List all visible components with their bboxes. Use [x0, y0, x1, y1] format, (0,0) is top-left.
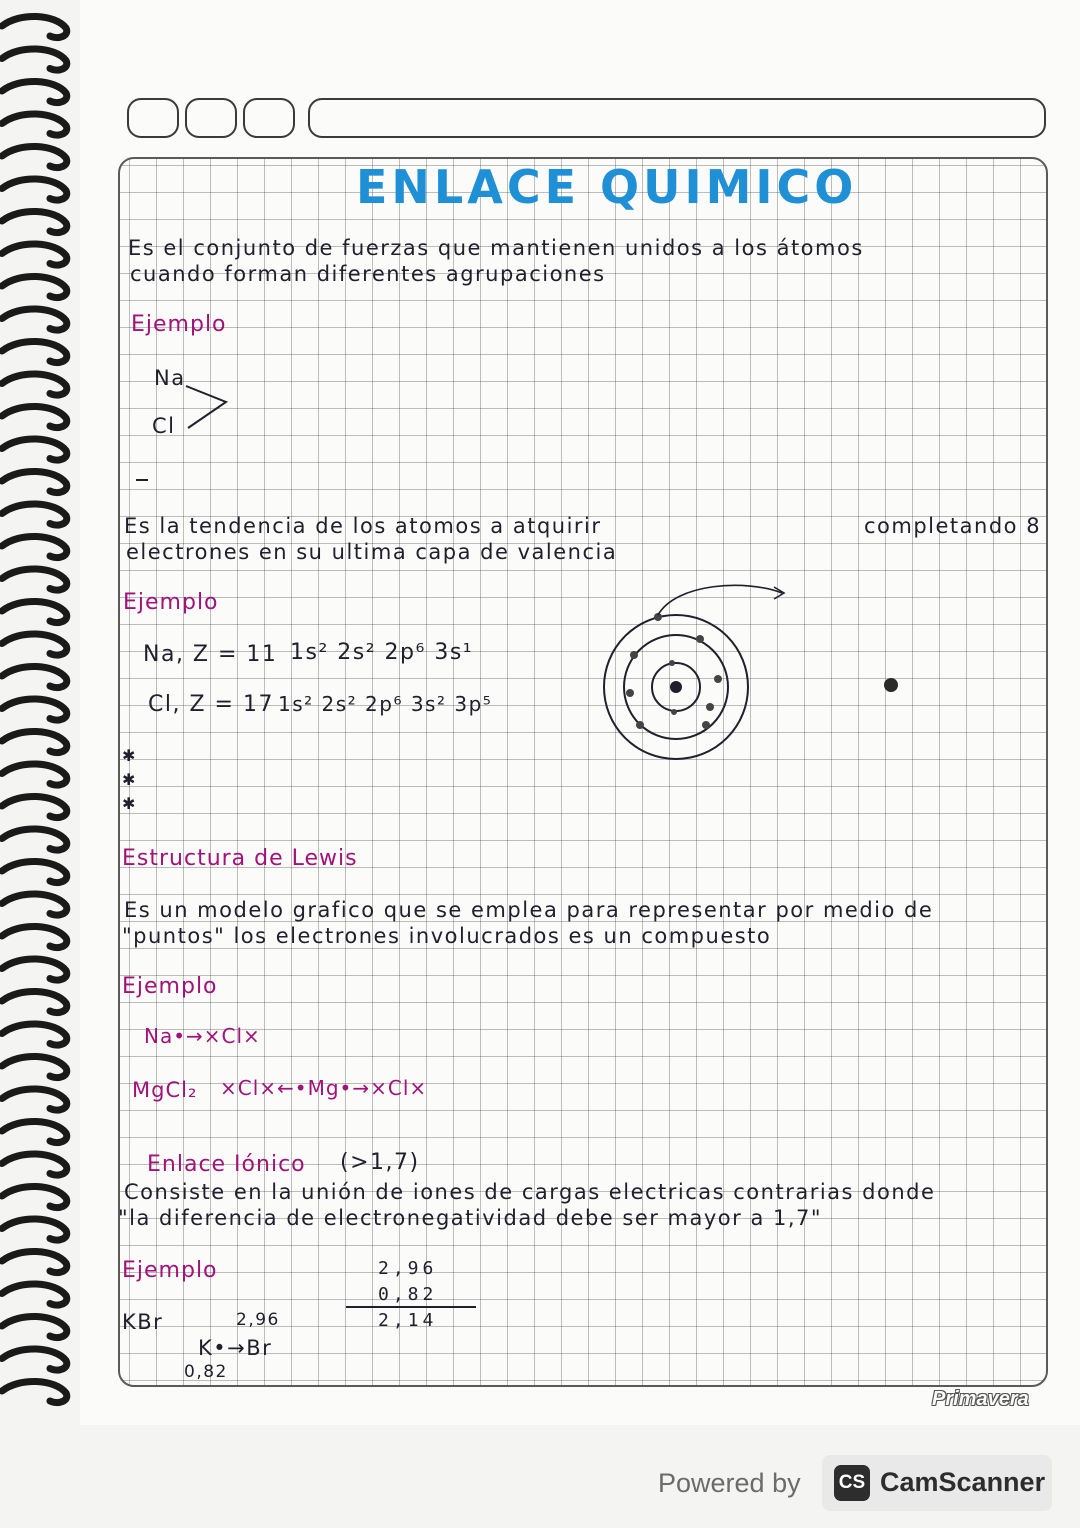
example-label-4: Ejemplo — [122, 1258, 218, 1283]
spiral-ring — [2, 764, 67, 785]
spiral-ring — [2, 504, 67, 525]
spiral-ring — [2, 1316, 67, 1337]
kbr-bottom-value: 0,82 — [184, 1362, 228, 1382]
spiral-ring — [2, 1219, 67, 1240]
spiral-ring — [2, 731, 67, 752]
spiral-ring — [2, 179, 67, 200]
spiral-ring — [2, 146, 67, 167]
spiral-ring — [2, 1121, 67, 1142]
calc-line — [346, 1306, 476, 1308]
lewis-example-1: Na•→×Cl× — [144, 1024, 261, 1048]
star-mark-1: ✱ — [122, 746, 137, 765]
kbr-label: KBr — [122, 1310, 164, 1334]
ionic-line-1: Consiste en la unión de iones de cargas electricas contrarias donde — [124, 1180, 936, 1204]
cl-symbol: Cl — [152, 414, 176, 438]
lewis-line-2: "puntos" los electrones involucrados es un compuesto — [122, 924, 772, 948]
na-symbol: Na — [154, 366, 186, 390]
short-dash — [136, 479, 148, 481]
spiral-ring — [2, 861, 67, 882]
spiral-ring — [2, 114, 67, 135]
spiral-ring — [2, 49, 67, 70]
spiral-ring — [2, 894, 67, 915]
spiral-ring — [2, 601, 67, 622]
spiral-ring — [2, 666, 67, 687]
notebook-brand: Primavera — [932, 1388, 1029, 1410]
kbr-top-value: 2,96 — [236, 1310, 280, 1330]
header-box-2 — [185, 98, 237, 138]
lewis-example-2: ×Cl×←•Mg•→×Cl× — [220, 1076, 428, 1100]
example-label-2: Ejemplo — [123, 590, 219, 615]
spiral-ring — [2, 406, 67, 427]
spiral-ring — [2, 1186, 67, 1207]
spiral-ring — [2, 1284, 67, 1305]
spiral-ring — [2, 211, 67, 232]
powered-by-text: Powered by — [658, 1468, 801, 1498]
lewis-example-2-label: MgCl₂ — [132, 1078, 198, 1102]
definition-line-1: Es el conjunto de fuerzas que mantienen unidos a los átomos — [128, 236, 864, 260]
spiral-ring — [2, 569, 67, 590]
config-na: 1s² 2s² 2p⁶ 3s¹ — [290, 640, 474, 665]
ionic-line-2: "la diferencia de electronegatividad debe ser mayor a 1,7" — [118, 1206, 823, 1230]
spiral-ring — [2, 439, 67, 460]
camscanner-logo-icon: CS — [834, 1465, 870, 1501]
spiral-ring — [2, 276, 67, 297]
calc-result: 2,14 — [378, 1310, 438, 1331]
definition-line-2: cuando forman diferentes agrupaciones — [130, 262, 606, 286]
spiral-ring — [2, 341, 67, 362]
star-mark-2: ✱ — [122, 770, 137, 789]
tendency-line-2: electrones en su ultima capa de valencia — [126, 540, 618, 564]
spiral-ring — [2, 244, 67, 265]
calc-minuend: 2,96 — [378, 1258, 438, 1279]
star-mark-3: ✱ — [122, 794, 137, 813]
spiral-ring — [2, 829, 67, 850]
spiral-ring — [2, 796, 67, 817]
spiral-ring — [2, 471, 67, 492]
spiral-ring — [2, 991, 67, 1012]
ionic-heading: Enlace Iónico — [147, 1152, 306, 1177]
spiral-ring — [2, 81, 67, 102]
atom-diagram — [596, 575, 916, 775]
spiral-ring — [2, 374, 67, 395]
header-box-1 — [127, 98, 179, 138]
spiral-ring — [2, 1251, 67, 1272]
spiral-ring — [2, 1056, 67, 1077]
spiral-ring — [2, 309, 67, 330]
calc-subtrahend: 0,82 — [378, 1284, 438, 1305]
spiral-ring — [2, 699, 67, 720]
spiral-binding — [0, 0, 80, 1420]
page-title: ENLACE QUIMICO — [356, 160, 858, 214]
lewis-line-1: Es un modelo grafico que se emplea para representar por medio de — [124, 898, 934, 922]
header-date-box — [308, 98, 1046, 138]
ionic-condition: (>1,7) — [340, 1150, 420, 1175]
tendency-line-1: Es la tendencia de los atomos a atquirir — [124, 514, 602, 538]
spiral-ring — [2, 1381, 67, 1402]
kbr-formula: K•→Br — [198, 1336, 273, 1360]
config-cl-label: Cl, Z = 17 — [148, 692, 274, 717]
spiral-ring — [2, 926, 67, 947]
spiral-ring — [2, 1349, 67, 1370]
spiral-ring — [2, 634, 67, 655]
example-label-3: Ejemplo — [122, 974, 218, 999]
spiral-ring — [2, 1089, 67, 1110]
spiral-ring — [2, 536, 67, 557]
example-label-1: Ejemplo — [131, 312, 227, 337]
bond-arrow-icon — [182, 370, 234, 440]
header-box-3 — [243, 98, 295, 138]
tendency-right: completando 8 — [864, 514, 1042, 538]
config-na-label: Na, Z = 11 — [143, 642, 278, 667]
config-cl: 1s² 2s² 2p⁶ 3s² 3p⁵ — [278, 692, 493, 716]
spiral-ring — [2, 1154, 67, 1175]
spiral-ring — [2, 1024, 67, 1045]
camscanner-badge[interactable] — [822, 1455, 1052, 1511]
lewis-heading: Estructura de Lewis — [122, 846, 358, 871]
camscanner-name: CamScanner — [880, 1467, 1046, 1497]
spiral-ring — [2, 959, 67, 980]
spiral-ring — [2, 16, 67, 37]
